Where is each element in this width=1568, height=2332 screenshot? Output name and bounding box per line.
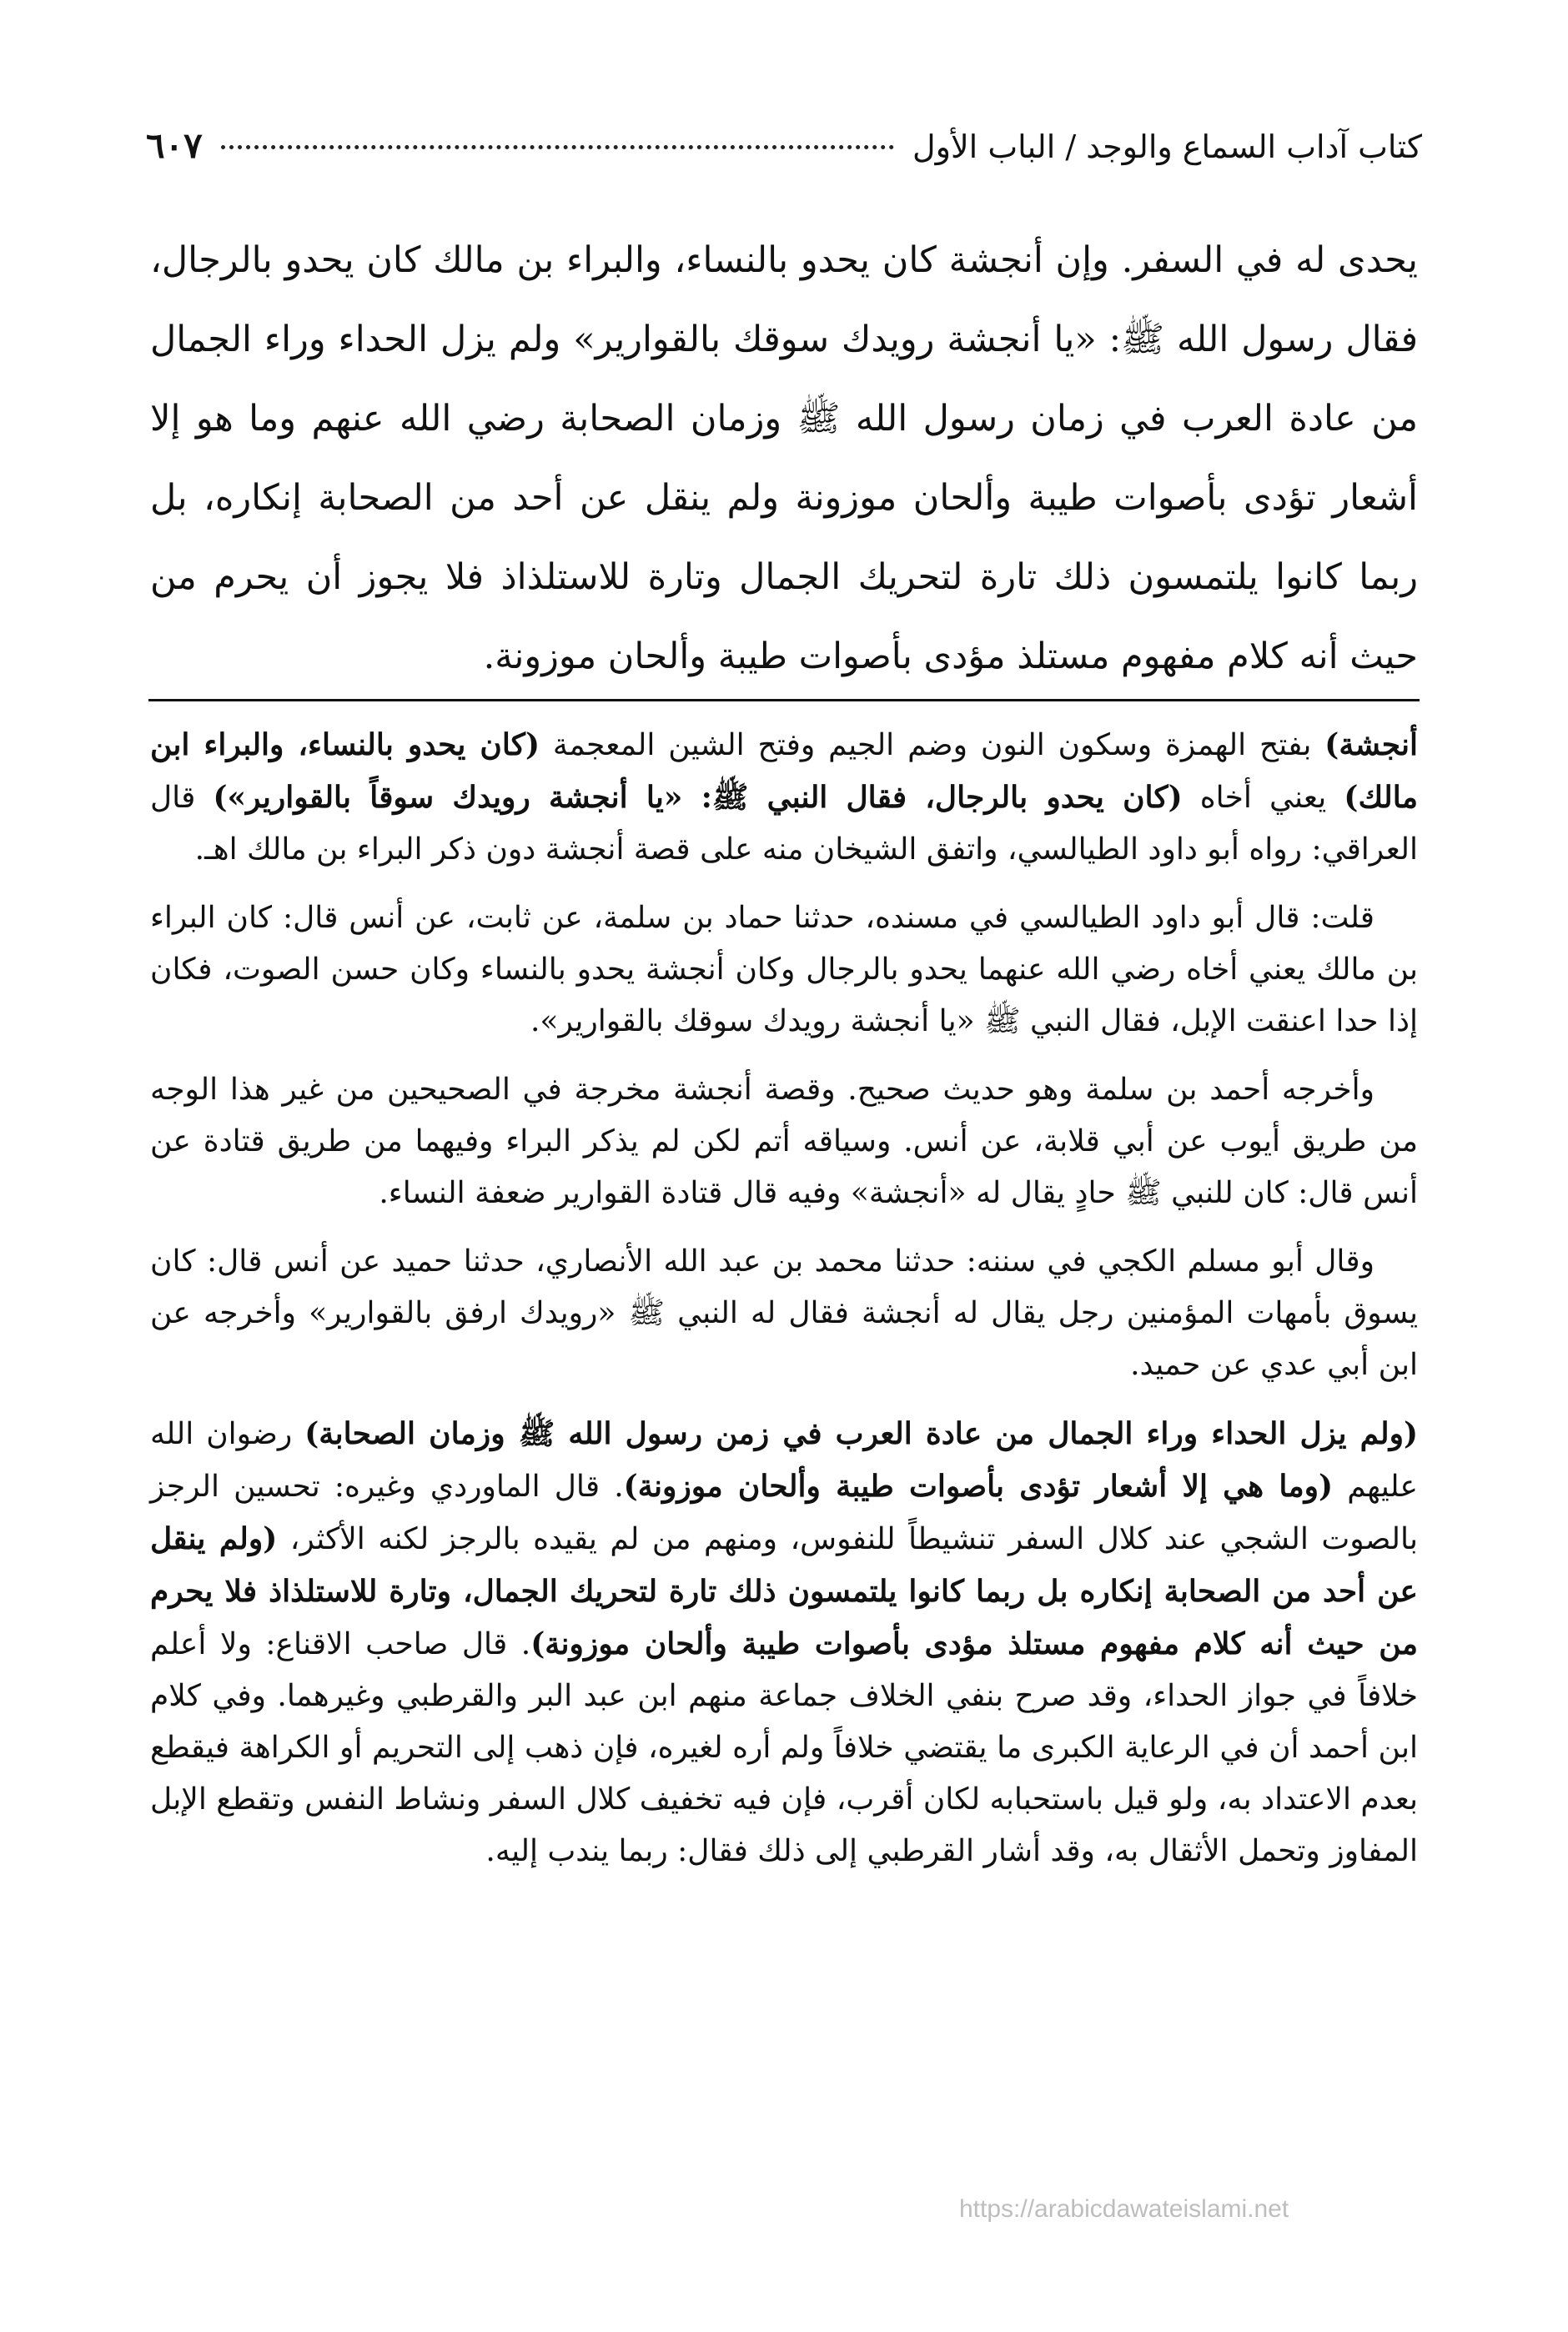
chapter-title: كتاب آداب السماع والوجد / الباب الأول <box>912 128 1422 165</box>
commentary-block <box>150 719 1418 1894</box>
running-header <box>146 125 1422 192</box>
commentary-text: يعني أخاه <box>1182 781 1344 815</box>
commentary-paragraph-3: وأخرجه أحمد بن سلمة وهو حديث صحيح. وقصة أنجشة مخرجة في الصحيحين من غير هذا الوجه من طريق أيوب عن أبي قلابة، عن أنس. وسياقه أتم لكن لم يذكر البراء وفيهما من طريق قتادة عن أنس قال: كان للنبي ﷺ حادٍ يقال له «أنجشة» وفيه قال قتادة القوارير ضعفة النساء. <box>150 1073 1418 1210</box>
commentary-paragraph-5 <box>150 1408 1418 1877</box>
dot-leader <box>221 145 894 149</box>
page-number: ٦٠٧ <box>146 125 203 166</box>
commentary-paragraph-1 <box>150 719 1418 876</box>
watermark-url: https://arabicdawateislami.net <box>959 2195 1289 2223</box>
commentary-text: قال العراقي: رواه أبو داود الطيالسي، واتفق الشيخان منه على قصة أنجشة دون ذكر البراء بن مالك اهـ. <box>150 781 1418 867</box>
commentary-paragraph-2: قلت: قال أبو داود الطيالسي في مسنده، حدثنا حماد بن سلمة، عن ثابت، عن أنس قال: كان البراء بن مالك يعني أخاه رضي الله عنهما يحدو بالرجال وكان أنجشة يحدو بالنساء وكان حسن الصوت، فكان إذا حدا اعنقت الإبل، فقال النبي ﷺ «يا أنجشة رويدك سوقك بالقوارير». <box>150 901 1418 1038</box>
quoted-matn: أنجشة) <box>1324 727 1418 762</box>
quoted-matn: (كان يحدو بالرجال، فقال النبي ﷺ: «يا أنجشة رويدك سوقاً بالقوارير») <box>213 780 1183 815</box>
commentary-text: . قال صاحب الاقناع: ولا أعلم خلافاً في جواز الحداء، وقد صرح بنفي الخلاف جماعة منهم ابن عبد البر والقرطبي وغيرهما. وفي كلام ابن أحمد أن في الرعاية الكبرى ما يقتضي خلافاً ولم أره لغيره، فإن ذهب إلى التحريم أو الكراهة فيقطع بعدم الاعتداد به، ولو قيل باستحبابه لكان أقرب، فإن فيه تخفيف كلال السفر ونشاط النفس وتقطع الإبل المفاوز وتحمل الأثقال به، وقد أشار القرطبي إلى ذلك فقال: ربما يندب إليه. <box>150 1627 1418 1868</box>
quoted-matn: (كان يحدو بالنساء، والبراء ابن مالك) <box>150 727 1418 815</box>
footnote-divider <box>148 699 1420 701</box>
commentary-paragraph-4: وقال أبو مسلم الكجي في سننه: حدثنا محمد بن عبد الله الأنصاري، حدثنا حميد عن أنس قال: كان يسوق بأمهات المؤمنين رجل يقال له أنجشة فقال له النبي ﷺ «رويدك ارفق بالقوارير» وأخرجه عن ابن أبي عدي عن حميد. <box>150 1244 1418 1382</box>
quoted-matn: (وما هي إلا أشعار تؤدى بأصوات طيبة وألحان موزونة) <box>623 1469 1334 1504</box>
commentary-text: بفتح الهمزة وسكون النون وضم الجيم وفتح الشين المعجمة <box>539 728 1325 762</box>
quoted-matn: (ولم يزل الحداء وراء الجمال من عادة العرب في زمن رسول الله ﷺ وزمان الصحابة) <box>304 1416 1418 1451</box>
commentary-text: رضوان الله عليهم <box>150 1417 1419 1504</box>
main-paragraph: يحدى له في السفر. وإن أنجشة كان يحدو بالنساء، والبراء بن مالك كان يحدو بالرجال، فقال رسول الله ﷺ: «يا أنجشة رويدك سوقك بالقوارير» ولم يزل الحداء وراء الجمال من عادة العرب في زمان رسول الله ﷺ وزمان الصحابة رضي الله عنهم وما هو إلا أشعار تؤدى بأصوات طيبة وألحان موزونة ولم ينقل عن أحد من الصحابة إنكاره، بل ربما كانوا يلتمسون ذلك تارة لتحريك الجمال وتارة للاستلذاذ فلا يجوز أن يحرم من حيث أنه كلام مفهوم مستلذ مؤدى بأصوات طيبة وألحان موزونة. <box>150 239 1418 677</box>
main-text-block <box>150 221 1418 696</box>
commentary-text: . قال الماوردي وغيره: تحسين الرجز بالصوت الشجي عند كلال السفر تنشيطاً للنفوس، ومنهم من لم يقيده بالرجز لكنه الأكثر، <box>150 1470 1418 1556</box>
quoted-matn: (ولم ينقل عن أحد من الصحابة إنكاره بل ربما كانوا يلتمسون ذلك تارة لتحريك الجمال، وتارة للاستلذاذ فلا يحرم من حيث أنه كلام مفهوم مستلذ مؤدى بأصوات طيبة وألحان موزونة) <box>150 1521 1418 1661</box>
